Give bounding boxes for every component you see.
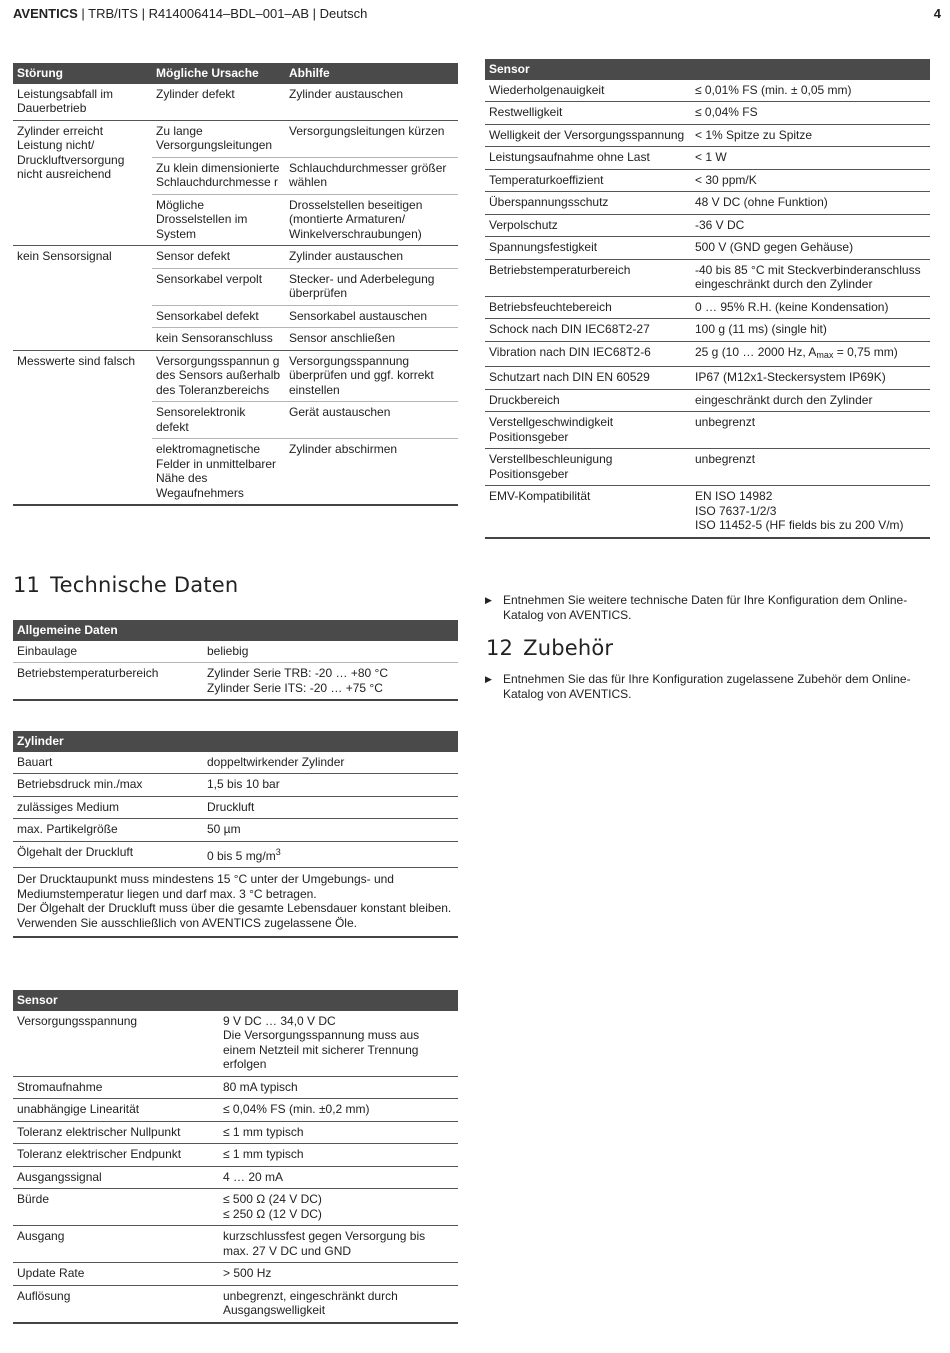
row-label: Einbaulage [13,641,203,663]
sensor-table-left [13,990,458,1324]
page-header [13,7,941,25]
cause-cell: Zu klein dimensionierte Schlauchdurchmesse r [152,157,285,194]
row-value: beliebig [203,641,458,663]
bullet-accessories [485,672,925,701]
row-value: < 1 W [691,147,930,170]
row-value: < 30 ppm/K [691,169,930,192]
cause-cell: elektromagnetische Felder in unmittelbarer Nähe des Wegaufnehmers [152,439,285,506]
row-value: -36 V DC [691,214,930,237]
bullet-technical-data [485,593,925,622]
remedy-cell: Stecker- und Aderbelegung überprüfen [285,268,458,305]
note-row [13,868,458,938]
row-label: zulässiges Medium [13,796,203,819]
row-value: doppeltwirkender Zylinder [203,752,458,774]
data-row [485,449,930,486]
cause-cell: Zylinder defekt [152,84,285,121]
row-value: 50 µm [203,819,458,842]
superscript: 3 [275,846,281,857]
row-label: Druckbereich [485,389,691,412]
remedy-cell: Sensor anschließen [285,328,458,351]
arrow-right-icon: ▶ [485,595,492,605]
row-value: IP67 (M12x1-Steckersystem IP69K) [691,367,930,390]
row-label: Ausgangssignal [13,1166,219,1189]
header-brand: AVENTICS [13,6,78,21]
row-label: Toleranz elektrischer Endpunkt [13,1144,219,1167]
data-row [485,296,930,319]
row-label: Toleranz elektrischer Nullpunkt [13,1121,219,1144]
row-value: unbegrenzt [691,449,930,486]
cause-cell: Zu lange Versorgungsleitungen [152,120,285,157]
row-label: Ausgang [13,1226,219,1263]
bullet-text: Entnehmen Sie das für Ihre Konfiguration zugelassene Zubehör dem Online-Katalog von AVENTICS. [503,672,911,701]
general-data-table [13,620,458,701]
row-label: Verstellbeschleunigung Positionsgeber [485,449,691,486]
data-row [485,147,930,170]
row-label: Wiederholgenauigkeit [485,80,691,102]
data-row [13,1011,458,1077]
data-row [485,214,930,237]
fault-cell: kein Sensorsignal [13,246,152,351]
row-value: 100 g (11 ms) (single hit) [691,319,930,342]
table-row [13,84,458,121]
header-doc-info: | TRB/ITS | R414006414–BDL–001–AB | Deutsch [77,6,368,21]
row-label: Restwelligkeit [485,102,691,125]
data-row [13,796,458,819]
row-value: eingeschränkt durch den Zylinder [691,389,930,412]
row-label: max. Partikelgröße [13,819,203,842]
row-label: Versorgungsspannung [13,1011,219,1077]
row-value: Zylinder Serie TRB: -20 … +80 °C Zylinder Serie ITS: -20 … +75 °C [203,663,458,701]
cause-cell: Sensorkabel defekt [152,305,285,328]
vibration-value-end: = 0,75 mm) [833,344,898,359]
row-label: Bauart [13,752,203,774]
table-row [13,246,458,269]
row-label: Überspannungsschutz [485,192,691,215]
row-label: Betriebstemperaturbereich [485,259,691,296]
section-12-heading [486,636,614,660]
sensor-left-title: Sensor [13,990,458,1011]
data-row [485,367,930,390]
fault-cell: Messwerte sind falsch [13,350,152,505]
vibration-value: 25 g (10 … 2000 Hz, A [695,344,817,359]
row-label: Betriebstemperaturbereich [13,663,203,701]
col-header-cause: Mögliche Ursache [152,63,285,84]
row-value: Druckluft [203,796,458,819]
data-row [13,1144,458,1167]
row-value [691,341,930,367]
row-label: Update Rate [13,1263,219,1286]
data-row [485,192,930,215]
row-value: ≤ 1 mm typisch [219,1121,458,1144]
cause-cell: Sensorkabel verpolt [152,268,285,305]
row-label: Schock nach DIN IEC68T2-27 [485,319,691,342]
row-value: 4 … 20 mA [219,1166,458,1189]
data-row [13,1121,458,1144]
data-row [485,389,930,412]
data-row [13,752,458,774]
fault-cell: Zylinder erreicht Leistung nicht/ Druckluftversorgung nicht ausreichend [13,120,152,246]
row-label: Schutzart nach DIN EN 60529 [485,367,691,390]
row-value: EN ISO 14982 ISO 7637-1/2/3 ISO 11452-5 (HF fields bis zu 200 V/m) [691,486,930,538]
subscript: max [816,349,834,360]
fault-cell: Leistungsabfall im Dauerbetrieb [13,84,152,121]
data-row [485,412,930,449]
data-row [13,1226,458,1263]
remedy-cell: Zylinder abschirmen [285,439,458,506]
row-label: Auflösung [13,1285,219,1323]
data-row [485,124,930,147]
data-row [13,1189,458,1226]
row-label: unabhängige Linearität [13,1099,219,1122]
row-value: kurzschlussfest gegen Versorgung bis max. 27 V DC und GND [219,1226,458,1263]
data-row [485,259,930,296]
data-row [13,1263,458,1286]
section-11-heading [13,573,239,597]
row-value: ≤ 1 mm typisch [219,1144,458,1167]
data-row [485,237,930,260]
row-value: 1,5 bis 10 bar [203,774,458,797]
cause-cell: Sensorelektronik defekt [152,402,285,439]
data-row [485,486,930,538]
remedy-cell: Versorgungsspannung überprüfen und ggf. korrekt einstellen [285,350,458,402]
row-value: < 1% Spitze zu Spitze [691,124,930,147]
sensor-table-right [485,59,930,539]
col-header-remedy: Abhilfe [285,63,458,84]
troubleshooting-table [13,63,458,506]
row-value: -40 bis 85 °C mit Steckverbinderanschluss eingeschränkt durch den Zylinder [691,259,930,296]
section-number: 12 [486,636,514,660]
data-row [13,1166,458,1189]
row-label: Leistungsaufnahme ohne Last [485,147,691,170]
data-row [13,774,458,797]
row-label: Vibration nach DIN IEC68T2-6 [485,341,691,367]
data-row [13,641,458,663]
remedy-cell: Versorgungsleitungen kürzen [285,120,458,157]
row-value: ≤ 500 Ω (24 V DC) ≤ 250 Ω (12 V DC) [219,1189,458,1226]
page-number: 4 [933,6,941,21]
row-value: unbegrenzt [691,412,930,449]
row-label: Bürde [13,1189,219,1226]
row-label: Spannungsfestigkeit [485,237,691,260]
cause-cell: Sensor defekt [152,246,285,269]
row-value: ≤ 0,01% FS (min. ± 0,05 mm) [691,80,930,102]
section-title: Technische Daten [50,573,239,597]
arrow-right-icon: ▶ [485,674,492,684]
row-label: Betriebsfeuchtebereich [485,296,691,319]
bullet-text: Entnehmen Sie weitere technische Daten für Ihre Konfiguration dem Online-Katalog von AVENTICS. [503,593,908,622]
data-row [485,102,930,125]
row-label: Temperaturkoeffizient [485,169,691,192]
row-value: unbegrenzt, eingeschränkt durch Ausgangswelligkeit [219,1285,458,1323]
row-value: 48 V DC (ohne Funktion) [691,192,930,215]
row-label: Welligkeit der Versorgungsspannung [485,124,691,147]
section-number: 11 [13,573,41,597]
data-row [13,1099,458,1122]
row-value: > 500 Hz [219,1263,458,1286]
row-value: ≤ 0,04% FS [691,102,930,125]
remedy-cell: Gerät austauschen [285,402,458,439]
row-label: Ölgehalt der Druckluft [13,841,203,868]
remedy-cell: Zylinder austauschen [285,246,458,269]
table-row [13,350,458,402]
cause-cell: Versorgungsspannun g des Sensors außerhalb des Toleranzbereichs [152,350,285,402]
data-row [13,819,458,842]
row-value: 0 … 95% R.H. (keine Kondensation) [691,296,930,319]
remedy-cell: Zylinder austauschen [285,84,458,121]
oil-value: 0 bis 5 mg/m [207,848,276,863]
row-label: EMV-Kompatibilität [485,486,691,538]
remedy-cell: Sensorkabel austauschen [285,305,458,328]
data-row [485,341,930,367]
row-label: Betriebsdruck min./max [13,774,203,797]
data-row [485,80,930,102]
cause-cell: kein Sensoranschluss [152,328,285,351]
cause-cell: Mögliche Drosselstellen im System [152,194,285,246]
cylinder-note: Der Drucktaupunkt muss mindestens 15 °C unter der Umgebungs- und Mediumstemperatur liegen und darf max. 3 °C betragen. Der Ölgehalt der Druckluft muss über die gesamte Lebensdauer konstant bleiben. Verwenden Sie ausschließlich von AVENTICS zugelassene Öle. [17,872,452,930]
row-label: Stromaufnahme [13,1076,219,1099]
row-label: Verpolschutz [485,214,691,237]
remedy-cell: Schlauchdurchmesser größer wählen [285,157,458,194]
row-value: ≤ 0,04% FS (min. ±0,2 mm) [219,1099,458,1122]
row-value [203,841,458,868]
section-title: Zubehör [523,636,614,660]
data-row [485,169,930,192]
data-row [485,319,930,342]
sensor-right-title: Sensor [485,59,930,80]
table-row [13,120,458,157]
cylinder-table [13,731,458,938]
data-row [13,1285,458,1323]
row-value: 9 V DC … 34,0 V DC Die Versorgungsspannung muss aus einem Netzteil mit sicherer Trennung erfolgen [219,1011,458,1077]
general-data-title: Allgemeine Daten [13,620,458,641]
col-header-fault: Störung [13,63,152,84]
remedy-cell: Drosselstellen beseitigen (montierte Armaturen/ Winkelverschraubungen) [285,194,458,246]
cylinder-title: Zylinder [13,731,458,752]
data-row [13,1076,458,1099]
row-value: 500 V (GND gegen Gehäuse) [691,237,930,260]
data-row [13,663,458,701]
row-label: Verstellgeschwindigkeit Positionsgeber [485,412,691,449]
row-value: 80 mA typisch [219,1076,458,1099]
data-row [13,841,458,868]
